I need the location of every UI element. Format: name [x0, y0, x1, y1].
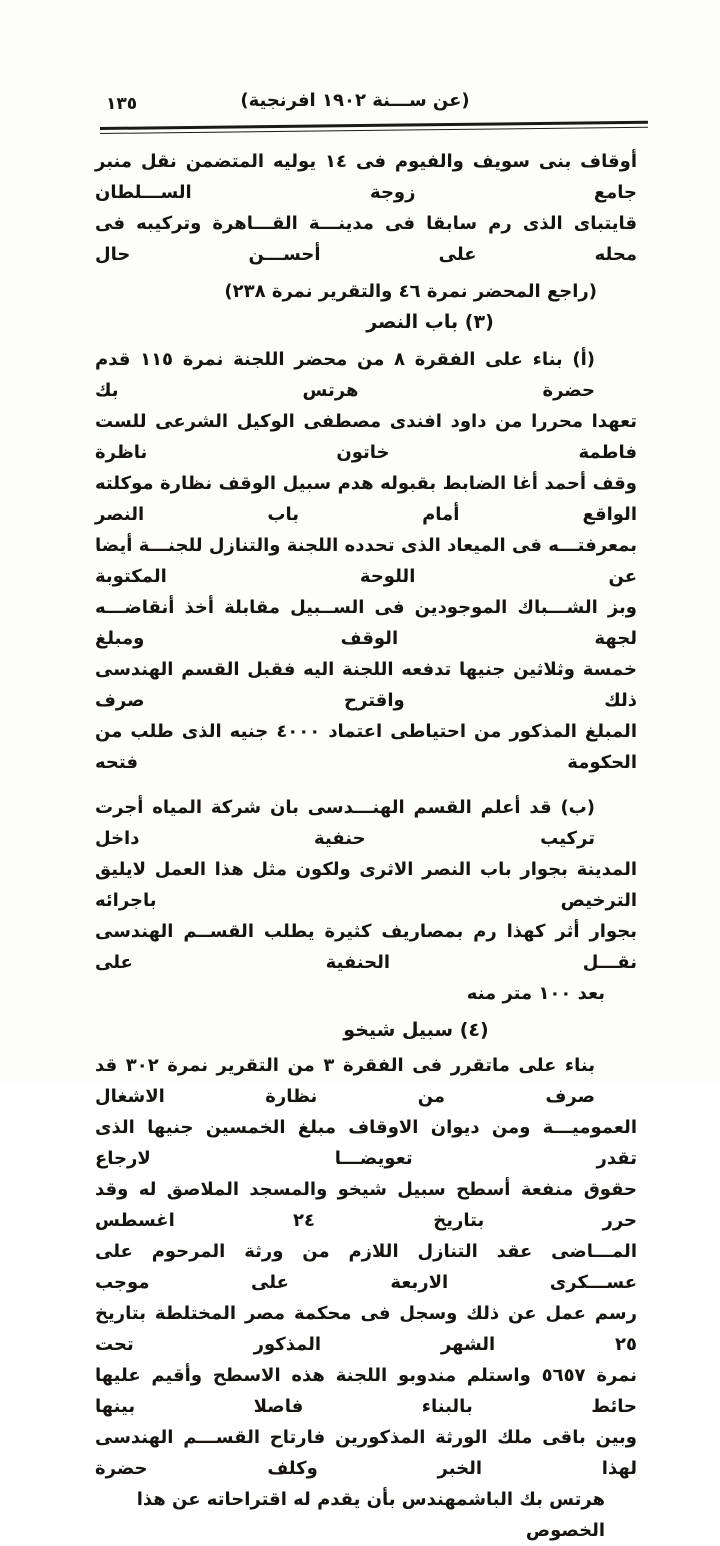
text-line: رسم عمل عن ذلك وسجل فى محكمة مصر المختلطة بتاريخ ٢٥ الشهر المذكور تحت [95, 1303, 637, 1355]
text-line: قايتباى الذى رم سابقا فى مدينـــة القـــاهرة وتركيبه فى محله على أحســـن حال [95, 213, 637, 265]
header-divider-rule [100, 121, 648, 134]
text-line: بعد ١٠٠ متر منه [466, 983, 605, 1004]
page-number: ١٣٥ [106, 94, 138, 114]
text-line: بجوار أثر كهذا رم بمصاريف كثيرة يطلب القســم الهندسى نقـــل الحنفية على [95, 921, 637, 973]
text-line: المبلغ المذكور من احتياطى اعتماد ٤٠٠٠ جنيه الذى طلب من الحكومة فتحه [95, 721, 637, 773]
paragraph-c [95, 1050, 637, 1546]
text-line: (أ) بناء على الفقرة ٨ من محضر اللجنة نمرة ١١٥ قدم حضرة هرتس بك [95, 349, 596, 401]
text-line: (ب) قد أعلم القسم الهنـــدسى بان شركة المياه أجرت تركيب حنفية داخل [95, 797, 595, 849]
text-line: خمسة وثلاثين جنيها تدفعه اللجنة اليه فقبل القسم الهندسى ذلك واقترح صرف [95, 659, 637, 711]
text-line: تعهدا محررا من داود افندى مصطفى الوكيل الشرعى للست فاطمة خاتون ناظرة [95, 411, 637, 463]
text-column [95, 146, 637, 1546]
text-line: حقوق منفعة أسطح سبيل شيخو والمسجد الملاصق له وقد حرر بتاريخ ٢٤ اغسطس [95, 1179, 637, 1231]
text-line: وبين باقى ملك الورثة المذكورين فارتاح القســـم الهندسى لهذا الخبر وكلف حضرة [95, 1427, 637, 1479]
paragraph-b [95, 792, 637, 1009]
text-line: أوقاف بنى سويف والفيوم فى ١٤ يوليه المتضمن نقل منبر جامع زوجة الســـلطان [95, 151, 637, 203]
text-line: بناء على ماتقرر فى الفقرة ٣ من التقرير نمرة ٣٠٢ قد صرف من نظارة الاشغال [95, 1055, 595, 1107]
paragraph-intro [95, 146, 637, 307]
section-heading-sabil-shaykhu: (٤) سبيل شيخو [343, 1019, 489, 1041]
section-heading-bab-el-nasr: (٣) باب النصر [366, 311, 494, 333]
reference-line: (راجع المحضر نمرة ٤٦ والتقرير نمرة ٢٣٨) [224, 281, 597, 302]
text-line: هرتس بك الباشمهندس بأن يقدم له اقتراحاته عن هذا الخصوص [136, 1489, 605, 1541]
text-line: بمعرفتـــه فى الميعاد الذى تحدده اللجنة والتنازل للجنـــة أيضا عن اللوحة المكتوبة [95, 535, 637, 587]
text-line: المدينة بجوار باب النصر الاثرى ولكون مثل هذا العمل لايليق الترخيص باجرائه [95, 859, 637, 911]
running-header: (عن ســـنة ١٩٠٢ افرنجية) [240, 90, 470, 111]
text-line: وبز الشـــباك الموجودين فى الســبيل مقابلة أخذ أنقاضـــه لجهة الوقف ومبلغ [95, 597, 637, 649]
text-line: وقف أحمد أغا الضابط بقبوله هدم سبيل الوقف نظارة موكلته الواقع أمام باب النصر [95, 473, 637, 525]
text-line: نمرة ٥٦٥٧ واستلم مندوبو اللجنة هذه الاسطح وأقيم عليها حائط بالبناء فاصلا بينها [95, 1365, 637, 1417]
text-line: العموميـــة ومن ديوان الاوقاف مبلغ الخمسين جنيها الذى تقدر تعويضـــا لارجاع [95, 1117, 637, 1169]
text-line: المـــاضى عقد التنازل اللازم من ورثة المرحوم على عســـكرى الاربعة على موجب [95, 1241, 637, 1293]
paragraph-a [95, 344, 637, 778]
